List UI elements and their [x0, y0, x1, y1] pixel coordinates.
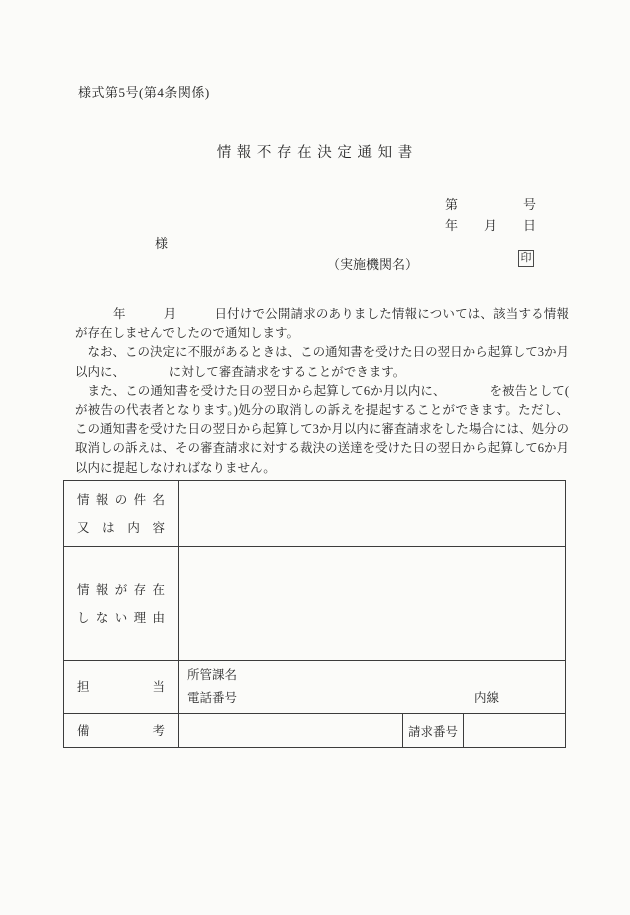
page-title: 情 報 不 存 在 決 定 通 知 書 [216, 145, 414, 161]
contact-value-cell [179, 661, 566, 714]
item-name-label-cell [64, 481, 179, 547]
table-row-reason [64, 547, 566, 661]
remarks-value-cell [179, 714, 403, 748]
notice-body [75, 305, 595, 478]
form-number: 様式第5号(第4条関係) [78, 85, 210, 100]
item-name-label-line1: 情報の件名 [77, 492, 165, 507]
reason-label-line1: 情報が存在 [77, 582, 165, 597]
notice-paragraph-3: また、この通知書を受けた日の翌日から起算して6か月以内に、 を被告として( が被告の代表者となります。)処分の取消しの訴えを提起することができます。ただし、この通知書を受けた日の翌日から起算して3か月以内に審査請求をした場合には、処分の取消しの訴えは、その審査請求に対する裁決の送達を受けた日の翌日から起算して6か月以内に提起しなければなりません。 [75, 383, 595, 475]
request-number-label-cell: 請求番号 [403, 714, 464, 748]
item-name-label-line2: 又は内容 [77, 520, 165, 535]
reason-label-line2: しない理由 [77, 610, 165, 625]
table-row-item-name [64, 481, 566, 547]
contact-label-cell [64, 661, 179, 714]
detail-table [63, 480, 566, 748]
reason-value-cell [179, 547, 566, 661]
phone-line [187, 687, 557, 710]
notice-paragraph-1: 年 月 日付けで公開請求のありました情報については、該当する情報が存在しませんでしたので通知します。 [75, 307, 569, 341]
phone-number-label: 電話番号 [187, 691, 238, 705]
addressee-suffix: 様 [155, 236, 169, 251]
item-name-value-cell [179, 481, 566, 547]
document-number-blank: 第 号 [445, 197, 537, 212]
date-blank: 年 月 日 [445, 218, 537, 233]
table-row-remarks [64, 714, 566, 748]
remarks-label: 備考 [77, 723, 165, 738]
remarks-label-cell [64, 714, 179, 748]
reason-label-cell [64, 547, 179, 661]
request-number-value-cell [464, 714, 566, 748]
notice-paragraph-2: なお、この決定に不服があるときは、この通知書を受けた日の翌日から起算して3か月以内に、 に対して審査請求をすることができます。 [75, 345, 569, 379]
extension-label: 内線 [474, 691, 500, 705]
seal-stamp-icon: 印 [518, 250, 534, 267]
issuer-organization-label: （実施機関名） [327, 257, 419, 272]
department-name-label: 所管課名 [187, 668, 238, 682]
contact-label: 担当 [77, 680, 165, 694]
table-row-contact [64, 661, 566, 714]
